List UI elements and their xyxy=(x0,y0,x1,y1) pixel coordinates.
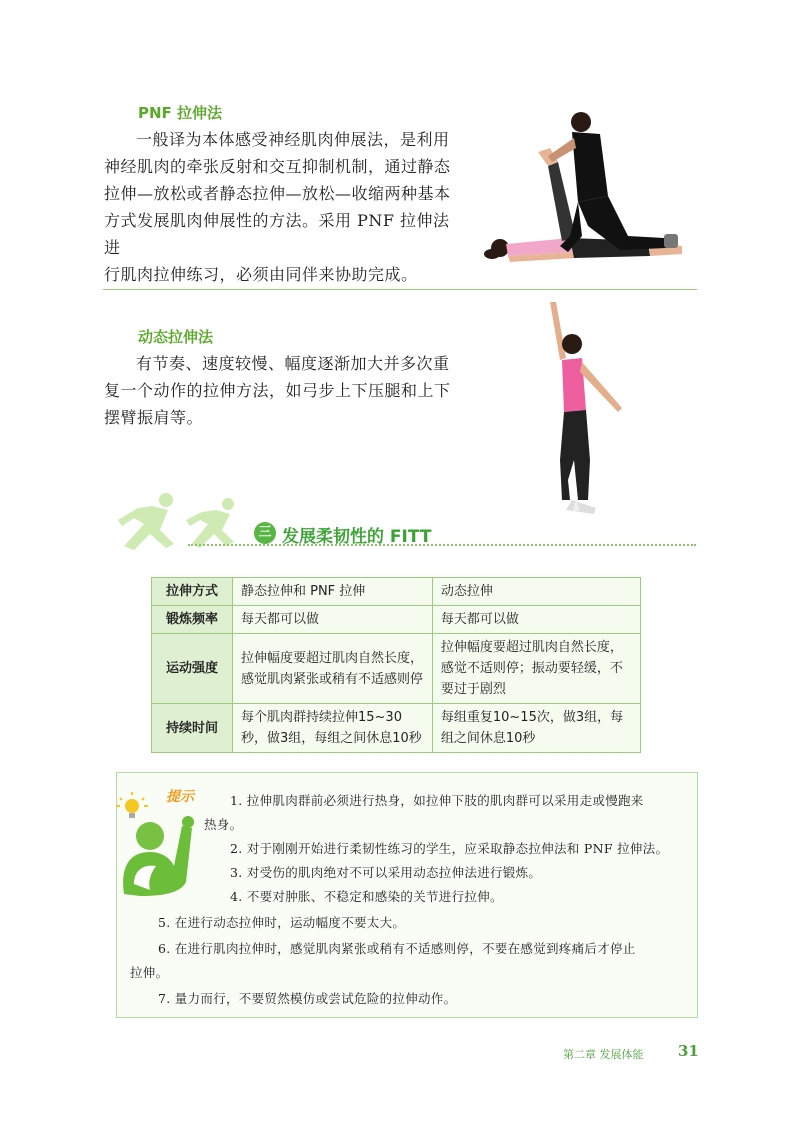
table-row xyxy=(152,634,641,704)
runner-decoration-icon xyxy=(104,490,254,564)
section-number-badge: 三 xyxy=(254,522,276,544)
table-cell: 每个肌肉群持续拉伸15~30秒，做3组，每组之间休息10秒 xyxy=(232,704,432,753)
tip-item: 1. 拉伸肌肉群前必须进行热身，如拉伸下肢的肌肉群可以采用走或慢跑来 xyxy=(230,793,644,808)
dynamic-line: 摆臂振肩等。 xyxy=(104,408,204,427)
tip-item: 拉伸。 xyxy=(130,965,169,980)
row-head: 锻炼频率 xyxy=(152,606,233,634)
tip-item: 热身。 xyxy=(204,817,243,832)
tip-item: 2. 对于刚刚开始进行柔韧性练习的学生，应采取静态拉伸法和 PNF 拉伸法。 xyxy=(230,841,669,856)
dynamic-line: 有节奏、速度较慢、幅度逐渐加大并多次重 xyxy=(136,354,450,373)
pnf-line: 神经肌肉的牵张反射和交互抑制机制，通过静态 xyxy=(104,157,451,176)
section-divider xyxy=(103,289,697,290)
tip-label: 提示 xyxy=(166,789,194,805)
dynamic-paragraph xyxy=(104,350,454,431)
pnf-line: 行肌肉拉伸练习，必须由同伴来协助完成。 xyxy=(104,265,418,284)
row-head: 运动强度 xyxy=(152,634,233,704)
tip-item: 4. 不要对肿胀、不稳定和感染的关节进行拉伸。 xyxy=(230,889,503,904)
fitt-table xyxy=(151,577,641,753)
pnf-line: 方式发展肌肉伸展性的方法。采用 PNF 拉伸法进 xyxy=(104,211,450,257)
tip-item: 6. 在进行肌肉拉伸时，感觉肌肉紧张或稍有不适感则停，不要在感觉到疼痛后才停止 xyxy=(158,941,636,956)
tip-item: 7. 量力而行，不要贸然模仿或尝试危险的拉伸动作。 xyxy=(158,991,457,1006)
table-cell: 每组重复10~15次，做3组，每组之间休息10秒 xyxy=(432,704,640,753)
table-cell: 拉伸幅度要超过肌肉自然长度，感觉肌肉紧张或稍有不适感则停 xyxy=(232,634,432,704)
table-row xyxy=(152,578,641,606)
pnf-line: 拉伸—放松或者静态拉伸—放松—收缩两种基本 xyxy=(104,184,451,203)
table-cell: 每天都可以做 xyxy=(232,606,432,634)
pnf-title: PNF 拉伸法 xyxy=(138,104,223,122)
pnf-paragraph xyxy=(104,126,464,288)
dynamic-line: 复一个动作的拉伸方法，如弓步上下压腿和上下 xyxy=(104,381,451,400)
row-head: 拉伸方式 xyxy=(152,578,233,606)
table-cell: 每天都可以做 xyxy=(432,606,640,634)
table-row xyxy=(152,704,641,753)
chapter-footer: 第二章 发展体能 xyxy=(563,1048,644,1061)
dynamic-stretch-photo xyxy=(536,300,636,522)
table-cell: 动态拉伸 xyxy=(432,578,640,606)
pnf-line: 一般译为本体感受神经肌肉伸展法，是利用 xyxy=(136,130,450,149)
tip-item: 5. 在进行动态拉伸时，运动幅度不要太大。 xyxy=(158,915,406,930)
fitt-title: 发展柔韧性的 FITT xyxy=(282,527,432,547)
tip-item: 3. 对受伤的肌肉绝对不可以采用动态拉伸法进行锻炼。 xyxy=(230,865,542,880)
page-number: 31 xyxy=(678,1042,699,1060)
table-cell: 静态拉伸和 PNF 拉伸 xyxy=(232,578,432,606)
dynamic-title: 动态拉伸法 xyxy=(138,328,214,346)
table-row xyxy=(152,606,641,634)
table-cell: 拉伸幅度要超过肌肉自然长度，感觉不适则停；振动要轻缓，不要过于剧烈 xyxy=(432,634,640,704)
fitt-dotted-rule xyxy=(188,544,696,546)
row-head: 持续时间 xyxy=(152,704,233,753)
pnf-stretch-photo xyxy=(478,106,700,272)
